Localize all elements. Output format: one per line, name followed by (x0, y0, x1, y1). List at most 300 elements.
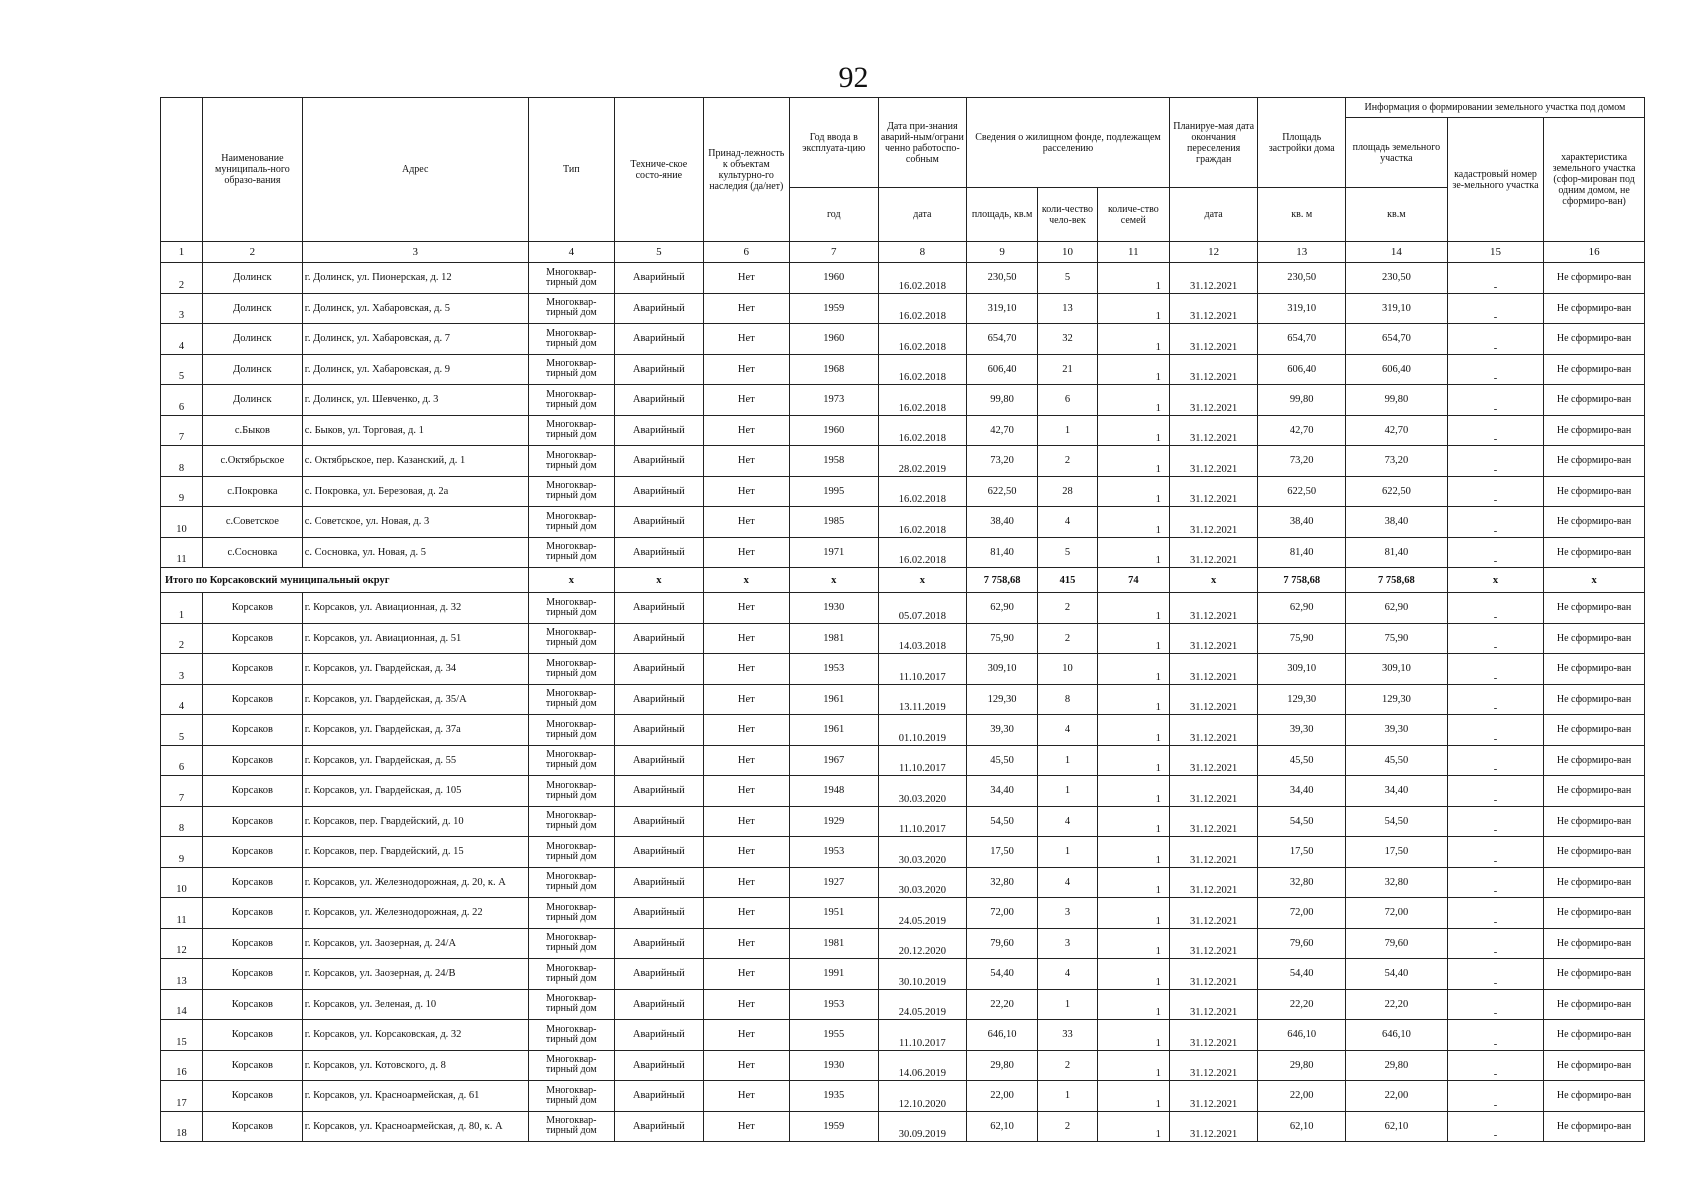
emergency-date-cell: 14.06.2019 (878, 1050, 967, 1081)
cadastral-cell: - (1447, 507, 1543, 538)
municipality-cell: Долинск (203, 263, 303, 294)
row-number-cell: 15 (161, 1020, 203, 1051)
planned-date-cell: 31.12.2021 (1169, 989, 1258, 1020)
address-cell: с. Октябрьское, пер. Казанский, д. 1 (302, 446, 528, 477)
heritage-cell: Нет (703, 654, 789, 685)
planned-date-cell: 31.12.2021 (1169, 1050, 1258, 1081)
address-cell: г. Корсаков, ул. Гвардейская, д. 55 (302, 745, 528, 776)
table-header (161, 98, 1645, 263)
condition-cell: Аварийный (615, 263, 704, 294)
emergency-date-cell: 16.02.2018 (878, 263, 967, 294)
cadastral-cell: - (1447, 324, 1543, 355)
year-cell: 1960 (789, 324, 878, 355)
row-number-cell: 4 (161, 684, 203, 715)
cadastral-cell: - (1447, 354, 1543, 385)
planned-date-cell: 31.12.2021 (1169, 837, 1258, 868)
column-number-15: 15 (1447, 242, 1543, 263)
building-area-cell: 646,10 (1258, 1020, 1345, 1051)
condition-cell: Аварийный (615, 537, 704, 568)
condition-cell: Аварийный (615, 837, 704, 868)
municipality-cell: Долинск (203, 385, 303, 416)
address-cell: г. Корсаков, ул. Гвардейская, д. 34 (302, 654, 528, 685)
heritage-cell: Нет (703, 1020, 789, 1051)
table-row (161, 837, 1645, 868)
condition-cell: Аварийный (615, 684, 704, 715)
municipality-cell: Долинск (203, 354, 303, 385)
building-area-cell: 54,40 (1258, 959, 1345, 990)
land-area-cell: 75,90 (1345, 623, 1447, 654)
people-count-cell: 13 (1038, 293, 1098, 324)
planned-date-cell: 31.12.2021 (1169, 654, 1258, 685)
row-number-cell: 18 (161, 1111, 203, 1142)
type-cell: Многоквар-тирный дом (528, 623, 614, 654)
type-cell: Многоквар-тирный дом (528, 1081, 614, 1112)
family-count-cell: 1 (1097, 928, 1169, 959)
planned-date-cell: 31.12.2021 (1169, 324, 1258, 355)
people-count-cell: 5 (1038, 537, 1098, 568)
land-characteristic-cell: Не сформиро-ван (1544, 898, 1645, 929)
total-plan-cell: х (1169, 568, 1258, 593)
land-characteristic-cell: Не сформиро-ван (1544, 1111, 1645, 1142)
table-row (161, 263, 1645, 294)
condition-cell: Аварийный (615, 715, 704, 746)
building-area-cell: 38,40 (1258, 507, 1345, 538)
cadastral-cell: - (1447, 898, 1543, 929)
resettlement-area-cell: 73,20 (967, 446, 1038, 477)
building-area-cell: 622,50 (1258, 476, 1345, 507)
condition-cell: Аварийный (615, 1050, 704, 1081)
heritage-cell: Нет (703, 354, 789, 385)
year-cell: 1981 (789, 928, 878, 959)
planned-date-cell: 31.12.2021 (1169, 806, 1258, 837)
condition-cell: Аварийный (615, 1111, 704, 1142)
address-cell: г. Корсаков, пер. Гвардейский, д. 15 (302, 837, 528, 868)
land-characteristic-cell: Не сформиро-ван (1544, 776, 1645, 807)
condition-cell: Аварийный (615, 989, 704, 1020)
people-count-cell: 1 (1038, 837, 1098, 868)
resettlement-area-cell: 29,80 (967, 1050, 1038, 1081)
cadastral-cell: - (1447, 1050, 1543, 1081)
family-count-cell: 1 (1097, 354, 1169, 385)
year-cell: 1960 (789, 263, 878, 294)
cadastral-cell: - (1447, 476, 1543, 507)
condition-cell: Аварийный (615, 446, 704, 477)
resettlement-area-cell: 54,50 (967, 806, 1038, 837)
cadastral-cell: - (1447, 623, 1543, 654)
table-body (161, 263, 1645, 1142)
address-cell: г. Долинск, ул. Хабаровская, д. 5 (302, 293, 528, 324)
land-area-cell: 81,40 (1345, 537, 1447, 568)
people-count-cell: 4 (1038, 507, 1098, 538)
year-cell: 1953 (789, 654, 878, 685)
resettlement-area-cell: 129,30 (967, 684, 1038, 715)
heritage-cell: Нет (703, 1111, 789, 1142)
heritage-cell: Нет (703, 989, 789, 1020)
family-count-cell: 1 (1097, 715, 1169, 746)
municipality-cell: Корсаков (203, 898, 303, 929)
land-area-cell: 622,50 (1345, 476, 1447, 507)
family-count-cell: 1 (1097, 898, 1169, 929)
header-land-area: площадь земельного участка (1345, 118, 1447, 188)
municipality-cell: Корсаков (203, 1111, 303, 1142)
type-cell: Многоквар-тирный дом (528, 837, 614, 868)
emergency-date-cell: 16.02.2018 (878, 354, 967, 385)
land-characteristic-cell: Не сформиро-ван (1544, 1020, 1645, 1051)
emergency-date-cell: 24.05.2019 (878, 898, 967, 929)
municipality-cell: Корсаков (203, 928, 303, 959)
cadastral-cell: - (1447, 446, 1543, 477)
address-cell: г. Корсаков, ул. Гвардейская, д. 35/А (302, 684, 528, 715)
subheader-people: коли-чество чело-век (1038, 188, 1098, 242)
people-count-cell: 10 (1038, 654, 1098, 685)
type-cell: Многоквар-тирный дом (528, 989, 614, 1020)
subheader-year: год (789, 188, 878, 242)
row-number-cell: 10 (161, 507, 203, 538)
land-characteristic-cell: Не сформиро-ван (1544, 654, 1645, 685)
condition-cell: Аварийный (615, 507, 704, 538)
total-type-cell: х (528, 568, 614, 593)
heritage-cell: Нет (703, 776, 789, 807)
land-characteristic-cell: Не сформиро-ван (1544, 476, 1645, 507)
people-count-cell: 1 (1038, 1081, 1098, 1112)
subheader-building-kvm: кв. м (1258, 188, 1345, 242)
total-area-cell: 7 758,68 (967, 568, 1038, 593)
table-row (161, 385, 1645, 416)
building-area-cell: 73,20 (1258, 446, 1345, 477)
resettlement-area-cell: 22,00 (967, 1081, 1038, 1112)
emergency-date-cell: 30.03.2020 (878, 776, 967, 807)
land-characteristic-cell: Не сформиро-ван (1544, 1081, 1645, 1112)
condition-cell: Аварийный (615, 1020, 704, 1051)
municipality-cell: Корсаков (203, 806, 303, 837)
table-row (161, 776, 1645, 807)
condition-cell: Аварийный (615, 654, 704, 685)
type-cell: Многоквар-тирный дом (528, 684, 614, 715)
land-area-cell: 319,10 (1345, 293, 1447, 324)
land-area-cell: 654,70 (1345, 324, 1447, 355)
address-cell: г. Корсаков, ул. Железнодорожная, д. 20, к. А (302, 867, 528, 898)
header-year-in-use: Год ввода в эксплуата-цию (789, 98, 878, 188)
municipality-cell: с.Октябрьское (203, 446, 303, 477)
table-row (161, 1050, 1645, 1081)
subheader-area: площадь, кв.м (967, 188, 1038, 242)
emergency-date-cell: 11.10.2017 (878, 1020, 967, 1051)
emergency-date-cell: 30.03.2020 (878, 837, 967, 868)
type-cell: Многоквар-тирный дом (528, 1020, 614, 1051)
type-cell: Многоквар-тирный дом (528, 1050, 614, 1081)
building-area-cell: 309,10 (1258, 654, 1345, 685)
cadastral-cell: - (1447, 867, 1543, 898)
planned-date-cell: 31.12.2021 (1169, 507, 1258, 538)
address-cell: г. Корсаков, ул. Железнодорожная, д. 22 (302, 898, 528, 929)
column-number-6: 6 (703, 242, 789, 263)
column-number-14: 14 (1345, 242, 1447, 263)
condition-cell: Аварийный (615, 898, 704, 929)
total-larea-cell: 7 758,68 (1345, 568, 1447, 593)
planned-date-cell: 31.12.2021 (1169, 476, 1258, 507)
municipality-cell: Корсаков (203, 684, 303, 715)
type-cell: Многоквар-тирный дом (528, 715, 614, 746)
table-row (161, 354, 1645, 385)
cadastral-cell: - (1447, 776, 1543, 807)
total-char-cell: х (1544, 568, 1645, 593)
municipality-cell: Корсаков (203, 1081, 303, 1112)
table-row (161, 1020, 1645, 1051)
header-type: Тип (528, 98, 614, 242)
type-cell: Многоквар-тирный дом (528, 476, 614, 507)
land-area-cell: 29,80 (1345, 1050, 1447, 1081)
subheader-land-kvm: кв.м (1345, 188, 1447, 242)
resettlement-area-cell: 62,90 (967, 593, 1038, 624)
condition-cell: Аварийный (615, 293, 704, 324)
table-row (161, 715, 1645, 746)
emergency-date-cell: 16.02.2018 (878, 415, 967, 446)
land-characteristic-cell: Не сформиро-ван (1544, 745, 1645, 776)
emergency-date-cell: 16.02.2018 (878, 537, 967, 568)
type-cell: Многоквар-тирный дом (528, 867, 614, 898)
land-characteristic-cell: Не сформиро-ван (1544, 324, 1645, 355)
family-count-cell: 1 (1097, 684, 1169, 715)
people-count-cell: 28 (1038, 476, 1098, 507)
row-number-cell: 8 (161, 446, 203, 477)
row-number-cell: 1 (161, 593, 203, 624)
total-cond-cell: х (615, 568, 704, 593)
family-count-cell: 1 (1097, 1050, 1169, 1081)
resettlement-area-cell: 72,00 (967, 898, 1038, 929)
type-cell: Многоквар-тирный дом (528, 654, 614, 685)
year-cell: 1967 (789, 745, 878, 776)
cadastral-cell: - (1447, 715, 1543, 746)
column-number-9: 9 (967, 242, 1038, 263)
building-area-cell: 22,00 (1258, 1081, 1345, 1112)
header-resettlement: Сведения о жилищном фонде, подлежащем расселению (967, 98, 1170, 188)
table-row (161, 507, 1645, 538)
resettlement-area-cell: 79,60 (967, 928, 1038, 959)
address-cell: с. Покровка, ул. Березовая, д. 2а (302, 476, 528, 507)
emergency-date-cell: 16.02.2018 (878, 476, 967, 507)
row-number-cell: 6 (161, 385, 203, 416)
family-count-cell: 1 (1097, 476, 1169, 507)
emergency-date-cell: 01.10.2019 (878, 715, 967, 746)
building-area-cell: 29,80 (1258, 1050, 1345, 1081)
people-count-cell: 4 (1038, 806, 1098, 837)
address-cell: г. Корсаков, ул. Заозерная, д. 24/А (302, 928, 528, 959)
year-cell: 1991 (789, 959, 878, 990)
land-characteristic-cell: Не сформиро-ван (1544, 928, 1645, 959)
land-area-cell: 62,90 (1345, 593, 1447, 624)
planned-date-cell: 31.12.2021 (1169, 867, 1258, 898)
planned-date-cell: 31.12.2021 (1169, 776, 1258, 807)
land-area-cell: 34,40 (1345, 776, 1447, 807)
resettlement-area-cell: 38,40 (967, 507, 1038, 538)
planned-date-cell: 31.12.2021 (1169, 959, 1258, 990)
building-area-cell: 81,40 (1258, 537, 1345, 568)
heritage-cell: Нет (703, 867, 789, 898)
emergency-date-cell: 11.10.2017 (878, 654, 967, 685)
land-area-cell: 79,60 (1345, 928, 1447, 959)
municipality-cell: с.Советское (203, 507, 303, 538)
building-area-cell: 606,40 (1258, 354, 1345, 385)
land-area-cell: 73,20 (1345, 446, 1447, 477)
header-land-info: Информация о формировании земельного участка под домом (1345, 98, 1644, 118)
total-fam-cell: 74 (1097, 568, 1169, 593)
heritage-cell: Нет (703, 537, 789, 568)
planned-date-cell: 31.12.2021 (1169, 385, 1258, 416)
resettlement-table-wrapper (160, 97, 1645, 1142)
building-area-cell: 32,80 (1258, 867, 1345, 898)
land-area-cell: 54,50 (1345, 806, 1447, 837)
column-number-2: 2 (203, 242, 303, 263)
type-cell: Многоквар-тирный дом (528, 593, 614, 624)
people-count-cell: 1 (1038, 745, 1098, 776)
row-number-cell: 8 (161, 806, 203, 837)
building-area-cell: 62,90 (1258, 593, 1345, 624)
year-cell: 1959 (789, 293, 878, 324)
heritage-cell: Нет (703, 476, 789, 507)
resettlement-table (160, 97, 1645, 1142)
planned-date-cell: 31.12.2021 (1169, 1111, 1258, 1142)
address-cell: г. Корсаков, ул. Заозерная, д. 24/В (302, 959, 528, 990)
municipality-cell: Корсаков (203, 623, 303, 654)
heritage-cell: Нет (703, 385, 789, 416)
address-cell: г. Корсаков, пер. Гвардейский, д. 10 (302, 806, 528, 837)
family-count-cell: 1 (1097, 1111, 1169, 1142)
condition-cell: Аварийный (615, 385, 704, 416)
condition-cell: Аварийный (615, 324, 704, 355)
heritage-cell: Нет (703, 684, 789, 715)
municipality-cell: с.Сосновка (203, 537, 303, 568)
heritage-cell: Нет (703, 745, 789, 776)
address-cell: г. Долинск, ул. Шевченко, д. 3 (302, 385, 528, 416)
type-cell: Многоквар-тирный дом (528, 776, 614, 807)
land-characteristic-cell: Не сформиро-ван (1544, 385, 1645, 416)
year-cell: 1960 (789, 415, 878, 446)
cadastral-cell: - (1447, 385, 1543, 416)
row-number-cell: 6 (161, 745, 203, 776)
condition-cell: Аварийный (615, 928, 704, 959)
table-row (161, 989, 1645, 1020)
emergency-date-cell: 12.10.2020 (878, 1081, 967, 1112)
land-characteristic-cell: Не сформиро-ван (1544, 446, 1645, 477)
land-area-cell: 38,40 (1345, 507, 1447, 538)
type-cell: Многоквар-тирный дом (528, 959, 614, 990)
family-count-cell: 1 (1097, 806, 1169, 837)
heritage-cell: Нет (703, 715, 789, 746)
table-row (161, 623, 1645, 654)
municipality-cell: Корсаков (203, 1020, 303, 1051)
year-cell: 1929 (789, 806, 878, 837)
table-row (161, 293, 1645, 324)
building-area-cell: 72,00 (1258, 898, 1345, 929)
land-characteristic-cell: Не сформиро-ван (1544, 684, 1645, 715)
people-count-cell: 8 (1038, 684, 1098, 715)
header-land-characteristic: характеристика земельного участка (сфор-мирован под одним домом, не сформиро-ван) (1544, 118, 1645, 242)
resettlement-area-cell: 230,50 (967, 263, 1038, 294)
planned-date-cell: 31.12.2021 (1169, 1081, 1258, 1112)
planned-date-cell: 31.12.2021 (1169, 537, 1258, 568)
building-area-cell: 62,10 (1258, 1111, 1345, 1142)
total-people-cell: 415 (1038, 568, 1098, 593)
address-cell: г. Корсаков, ул. Корсаковская, д. 32 (302, 1020, 528, 1051)
table-row (161, 928, 1645, 959)
cadastral-cell: - (1447, 593, 1543, 624)
condition-cell: Аварийный (615, 623, 704, 654)
condition-cell: Аварийный (615, 354, 704, 385)
heritage-cell: Нет (703, 928, 789, 959)
building-area-cell: 39,30 (1258, 715, 1345, 746)
address-cell: с. Сосновка, ул. Новая, д. 5 (302, 537, 528, 568)
land-characteristic-cell: Не сформиро-ван (1544, 354, 1645, 385)
cadastral-cell: - (1447, 1020, 1543, 1051)
land-area-cell: 39,30 (1345, 715, 1447, 746)
land-characteristic-cell: Не сформиро-ван (1544, 715, 1645, 746)
cadastral-cell: - (1447, 263, 1543, 294)
row-number-cell: 2 (161, 263, 203, 294)
header-municipality: Наименование муниципаль-ного образо-вания (203, 98, 303, 242)
row-number-cell: 10 (161, 867, 203, 898)
condition-cell: Аварийный (615, 867, 704, 898)
family-count-cell: 1 (1097, 654, 1169, 685)
land-area-cell: 309,10 (1345, 654, 1447, 685)
people-count-cell: 4 (1038, 715, 1098, 746)
land-characteristic-cell: Не сформиро-ван (1544, 806, 1645, 837)
column-number-10: 10 (1038, 242, 1098, 263)
land-area-cell: 99,80 (1345, 385, 1447, 416)
table-row (161, 476, 1645, 507)
header-condition: Техниче-ское состо-яние (615, 98, 704, 242)
resettlement-area-cell: 606,40 (967, 354, 1038, 385)
people-count-cell: 21 (1038, 354, 1098, 385)
header-building-area: Площадь застройки дома (1258, 98, 1345, 188)
heritage-cell: Нет (703, 593, 789, 624)
year-cell: 1930 (789, 1050, 878, 1081)
cadastral-cell: - (1447, 684, 1543, 715)
building-area-cell: 75,90 (1258, 623, 1345, 654)
land-area-cell: 45,50 (1345, 745, 1447, 776)
family-count-cell: 1 (1097, 446, 1169, 477)
emergency-date-cell: 16.02.2018 (878, 324, 967, 355)
row-number-cell: 3 (161, 293, 203, 324)
family-count-cell: 1 (1097, 837, 1169, 868)
year-cell: 1971 (789, 537, 878, 568)
address-cell: г. Корсаков, ул. Зеленая, д. 10 (302, 989, 528, 1020)
land-area-cell: 606,40 (1345, 354, 1447, 385)
address-cell: г. Долинск, ул. Хабаровская, д. 9 (302, 354, 528, 385)
address-cell: г. Корсаков, ул. Авиационная, д. 32 (302, 593, 528, 624)
row-number-cell: 17 (161, 1081, 203, 1112)
people-count-cell: 3 (1038, 898, 1098, 929)
year-cell: 1961 (789, 715, 878, 746)
row-number-cell: 11 (161, 537, 203, 568)
year-cell: 1985 (789, 507, 878, 538)
emergency-date-cell: 24.05.2019 (878, 989, 967, 1020)
municipality-cell: Корсаков (203, 959, 303, 990)
resettlement-area-cell: 654,70 (967, 324, 1038, 355)
address-cell: г. Корсаков, ул. Красноармейская, д. 80, к. А (302, 1111, 528, 1142)
building-area-cell: 42,70 (1258, 415, 1345, 446)
address-cell: с. Быков, ул. Торговая, д. 1 (302, 415, 528, 446)
people-count-cell: 1 (1038, 989, 1098, 1020)
land-area-cell: 17,50 (1345, 837, 1447, 868)
municipality-cell: Корсаков (203, 776, 303, 807)
municipality-cell: Корсаков (203, 745, 303, 776)
people-count-cell: 1 (1038, 776, 1098, 807)
address-cell: г. Корсаков, ул. Гвардейская, д. 105 (302, 776, 528, 807)
family-count-cell: 1 (1097, 507, 1169, 538)
table-row (161, 1111, 1645, 1142)
total-label: Итого по Корсаковский муниципальный округ (161, 568, 529, 593)
heritage-cell: Нет (703, 263, 789, 294)
